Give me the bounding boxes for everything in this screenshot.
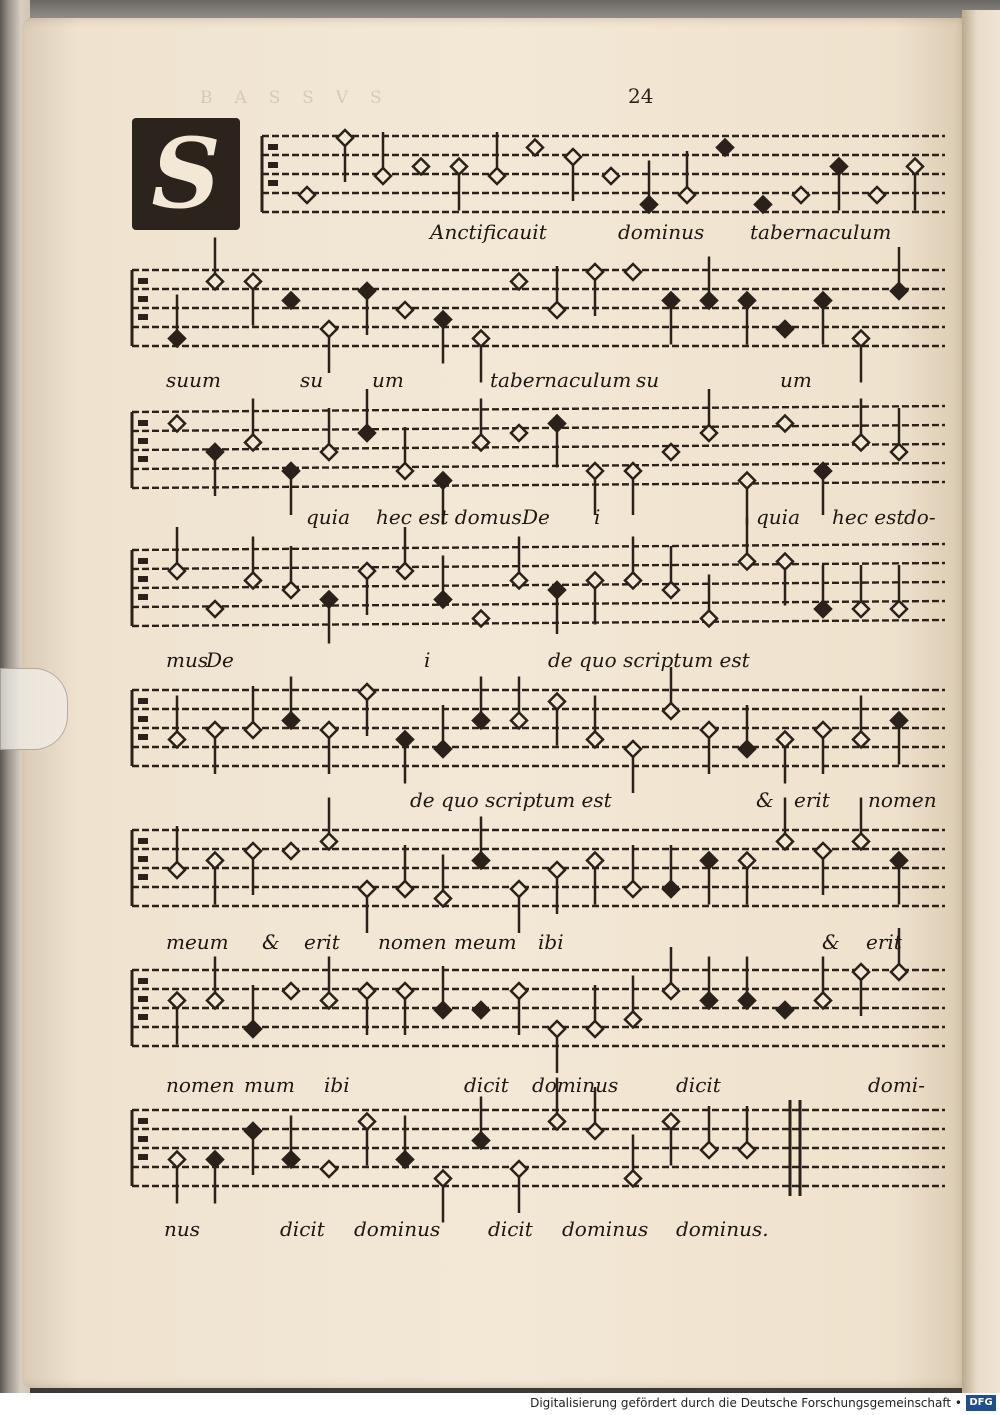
note — [435, 705, 451, 757]
note — [169, 416, 185, 432]
note — [207, 957, 223, 1009]
note — [549, 694, 565, 746]
note — [679, 151, 695, 203]
note — [587, 573, 603, 625]
note — [299, 187, 315, 203]
staff-svg — [0, 400, 1000, 510]
note — [283, 293, 299, 309]
clef-mark — [138, 996, 148, 1002]
lyric-syllable: dicit — [464, 1073, 509, 1097]
note — [717, 140, 733, 156]
note — [701, 853, 717, 905]
lyric-syllable: nus — [164, 1217, 201, 1241]
staff-svg — [0, 258, 1000, 368]
lyric-syllable: dominus. — [676, 1217, 769, 1241]
note — [397, 983, 413, 1035]
clef-mark — [138, 1014, 148, 1020]
clef-mark — [138, 1136, 148, 1142]
staff-svg — [0, 538, 1000, 648]
lyric-syllable: mum — [244, 1073, 295, 1097]
clef-mark — [138, 978, 148, 984]
initial-letter: S — [151, 117, 221, 230]
staff-svg — [0, 958, 1000, 1068]
clef-mark — [138, 558, 148, 564]
note — [701, 257, 717, 309]
note — [739, 1106, 755, 1158]
note — [321, 957, 337, 1009]
note — [245, 686, 261, 738]
clef-mark — [138, 296, 148, 302]
staff-system — [0, 958, 1000, 1068]
note — [397, 427, 413, 479]
clef-mark — [268, 162, 278, 168]
clef-mark — [138, 438, 148, 444]
note — [587, 264, 603, 316]
note — [169, 1152, 185, 1204]
note — [207, 444, 223, 496]
lyric-syllable: meum — [454, 930, 517, 954]
lyric-syllable: nomen — [378, 930, 447, 954]
note — [527, 140, 543, 156]
lyric-syllable: i — [424, 648, 431, 672]
note — [473, 677, 489, 729]
note — [511, 537, 527, 589]
note — [777, 321, 793, 337]
lyric-syllable: tabernaculum — [750, 220, 892, 244]
lyric-syllable: De — [206, 648, 234, 672]
lyric-syllable: su — [300, 368, 324, 392]
lyric-syllable: dicit — [280, 1217, 325, 1241]
note — [397, 302, 413, 318]
lyric-syllable: do- — [904, 505, 936, 529]
staff-system — [0, 538, 1000, 648]
note — [739, 293, 755, 345]
clef-mark — [138, 716, 148, 722]
staff-system — [0, 400, 1000, 510]
note — [853, 696, 869, 748]
note — [283, 546, 299, 598]
note — [207, 722, 223, 774]
note — [207, 601, 223, 617]
lyric-syllable: dominus — [562, 1217, 649, 1241]
note — [473, 399, 489, 451]
staff-system — [0, 118, 1000, 228]
note — [625, 976, 641, 1028]
lyric-syllable: su — [636, 368, 660, 392]
running-header-ghost: BASSVS — [200, 88, 404, 108]
note — [777, 1002, 793, 1018]
lyric-syllable: dominus — [354, 1217, 441, 1241]
clef-mark — [138, 314, 148, 320]
note — [413, 159, 429, 175]
note — [663, 845, 679, 897]
lyric-syllable: erit — [866, 930, 902, 954]
lyric-syllable: hec est domus — [376, 505, 522, 529]
note — [853, 565, 869, 617]
note — [891, 713, 907, 765]
note — [169, 993, 185, 1045]
lyric-syllable: um — [780, 368, 812, 392]
note — [283, 983, 299, 999]
note — [397, 732, 413, 784]
lyric-syllable: meum — [166, 930, 229, 954]
note — [473, 817, 489, 869]
clef-mark — [268, 144, 278, 150]
note — [549, 266, 565, 318]
lyric-syllable: dominus — [532, 1073, 619, 1097]
note — [451, 159, 467, 211]
staff-system — [0, 678, 1000, 788]
note — [283, 843, 299, 859]
note — [245, 537, 261, 589]
lyric-syllable: tabernaculum — [490, 368, 632, 392]
staff-svg — [0, 818, 1000, 928]
clef-mark — [138, 838, 148, 844]
note — [169, 696, 185, 748]
note — [321, 1161, 337, 1177]
digitization-credit: Digitalisierung gefördert durch die Deutsche Forschungsgemeinschaft • — [530, 1396, 962, 1410]
lyric-syllable: i — [594, 505, 601, 529]
clef-mark — [138, 420, 148, 426]
note — [435, 966, 451, 1018]
note — [755, 197, 771, 213]
lyric-syllable: ibi — [538, 930, 564, 954]
note — [473, 1002, 489, 1018]
staff-svg — [0, 1098, 1000, 1208]
clef-mark — [138, 856, 148, 862]
note — [207, 1152, 223, 1204]
lyric-syllable: nomen — [166, 1073, 235, 1097]
note — [641, 161, 657, 213]
staff-system — [0, 818, 1000, 928]
lyric-syllable: & — [822, 930, 840, 954]
clef-mark — [138, 594, 148, 600]
note — [489, 132, 505, 184]
note — [359, 563, 375, 615]
note — [815, 957, 831, 1009]
note — [321, 408, 337, 460]
note — [375, 132, 391, 184]
lyric-syllable: De — [522, 505, 550, 529]
lyric-syllable: suum — [166, 368, 221, 392]
note — [511, 274, 527, 290]
note — [663, 546, 679, 598]
note — [435, 855, 451, 907]
note — [169, 295, 185, 347]
note — [359, 1114, 375, 1166]
note — [435, 312, 451, 364]
clef-mark — [268, 180, 278, 186]
note — [587, 985, 603, 1037]
clef-mark — [138, 874, 148, 880]
note — [891, 408, 907, 460]
note — [473, 1097, 489, 1149]
note — [831, 159, 847, 211]
note — [245, 274, 261, 326]
staff-system — [0, 258, 1000, 368]
lyric-syllable: de quo scriptum est — [410, 788, 612, 812]
note — [245, 985, 261, 1037]
note — [337, 130, 353, 182]
note — [815, 293, 831, 345]
note — [777, 416, 793, 432]
note — [815, 463, 831, 515]
note — [549, 582, 565, 634]
lyric-syllable: dominus — [618, 220, 705, 244]
note — [511, 677, 527, 729]
note — [587, 696, 603, 748]
clef-mark — [138, 698, 148, 704]
note — [549, 416, 565, 468]
note — [283, 1116, 299, 1168]
clef-mark — [138, 1118, 148, 1124]
lyric-syllable: nomen — [868, 788, 937, 812]
note — [815, 565, 831, 617]
staff-system — [0, 1098, 1000, 1208]
note — [207, 853, 223, 905]
page-number: 24 — [628, 84, 654, 108]
lyric-syllable: um — [372, 368, 404, 392]
note — [283, 463, 299, 515]
clef-mark — [138, 1154, 148, 1160]
clef-mark — [138, 734, 148, 740]
lyric-syllable: erit — [304, 930, 340, 954]
note — [435, 556, 451, 608]
note — [777, 732, 793, 784]
note — [625, 463, 641, 515]
lyric-syllable: de quo scriptum est — [548, 648, 750, 672]
note — [739, 853, 755, 905]
note — [169, 826, 185, 878]
lyric-syllable: mus — [166, 648, 209, 672]
note — [891, 853, 907, 905]
note — [625, 1135, 641, 1187]
note — [587, 853, 603, 905]
note — [907, 159, 923, 211]
staff-line — [132, 620, 945, 626]
note — [739, 957, 755, 1009]
note — [283, 677, 299, 729]
note — [397, 1116, 413, 1168]
lyric-syllable: ibi — [324, 1073, 350, 1097]
lyric-syllable: hec est — [832, 505, 905, 529]
clef-mark — [138, 278, 148, 284]
note — [891, 565, 907, 617]
note — [397, 845, 413, 897]
lyric-syllable: quia — [756, 505, 801, 529]
note — [701, 575, 717, 627]
note — [701, 1106, 717, 1158]
lyric-syllable: domi- — [868, 1073, 925, 1097]
note — [625, 264, 641, 280]
note — [245, 399, 261, 451]
lyric-syllable: quia — [306, 505, 351, 529]
clef-mark — [138, 576, 148, 582]
lyric-syllable: dicit — [676, 1073, 721, 1097]
lyric-syllable: & — [262, 930, 280, 954]
lyric-syllable: erit — [794, 788, 830, 812]
lyric-syllable: & — [756, 788, 774, 812]
lyric-syllable: Anctificauit — [430, 220, 547, 244]
note — [625, 537, 641, 589]
staff-svg — [0, 678, 1000, 788]
note — [663, 1114, 679, 1166]
note — [777, 554, 793, 606]
lyric-syllable: dicit — [488, 1217, 533, 1241]
note — [869, 187, 885, 203]
note — [701, 957, 717, 1009]
dfg-logo: DFG — [966, 1395, 996, 1411]
note — [793, 187, 809, 203]
note — [663, 293, 679, 345]
note — [321, 592, 337, 644]
note — [625, 845, 641, 897]
note — [739, 705, 755, 757]
clef-mark — [138, 456, 148, 462]
staff-svg — [0, 118, 1000, 228]
note — [603, 168, 619, 184]
footer-bar — [0, 1393, 1000, 1415]
